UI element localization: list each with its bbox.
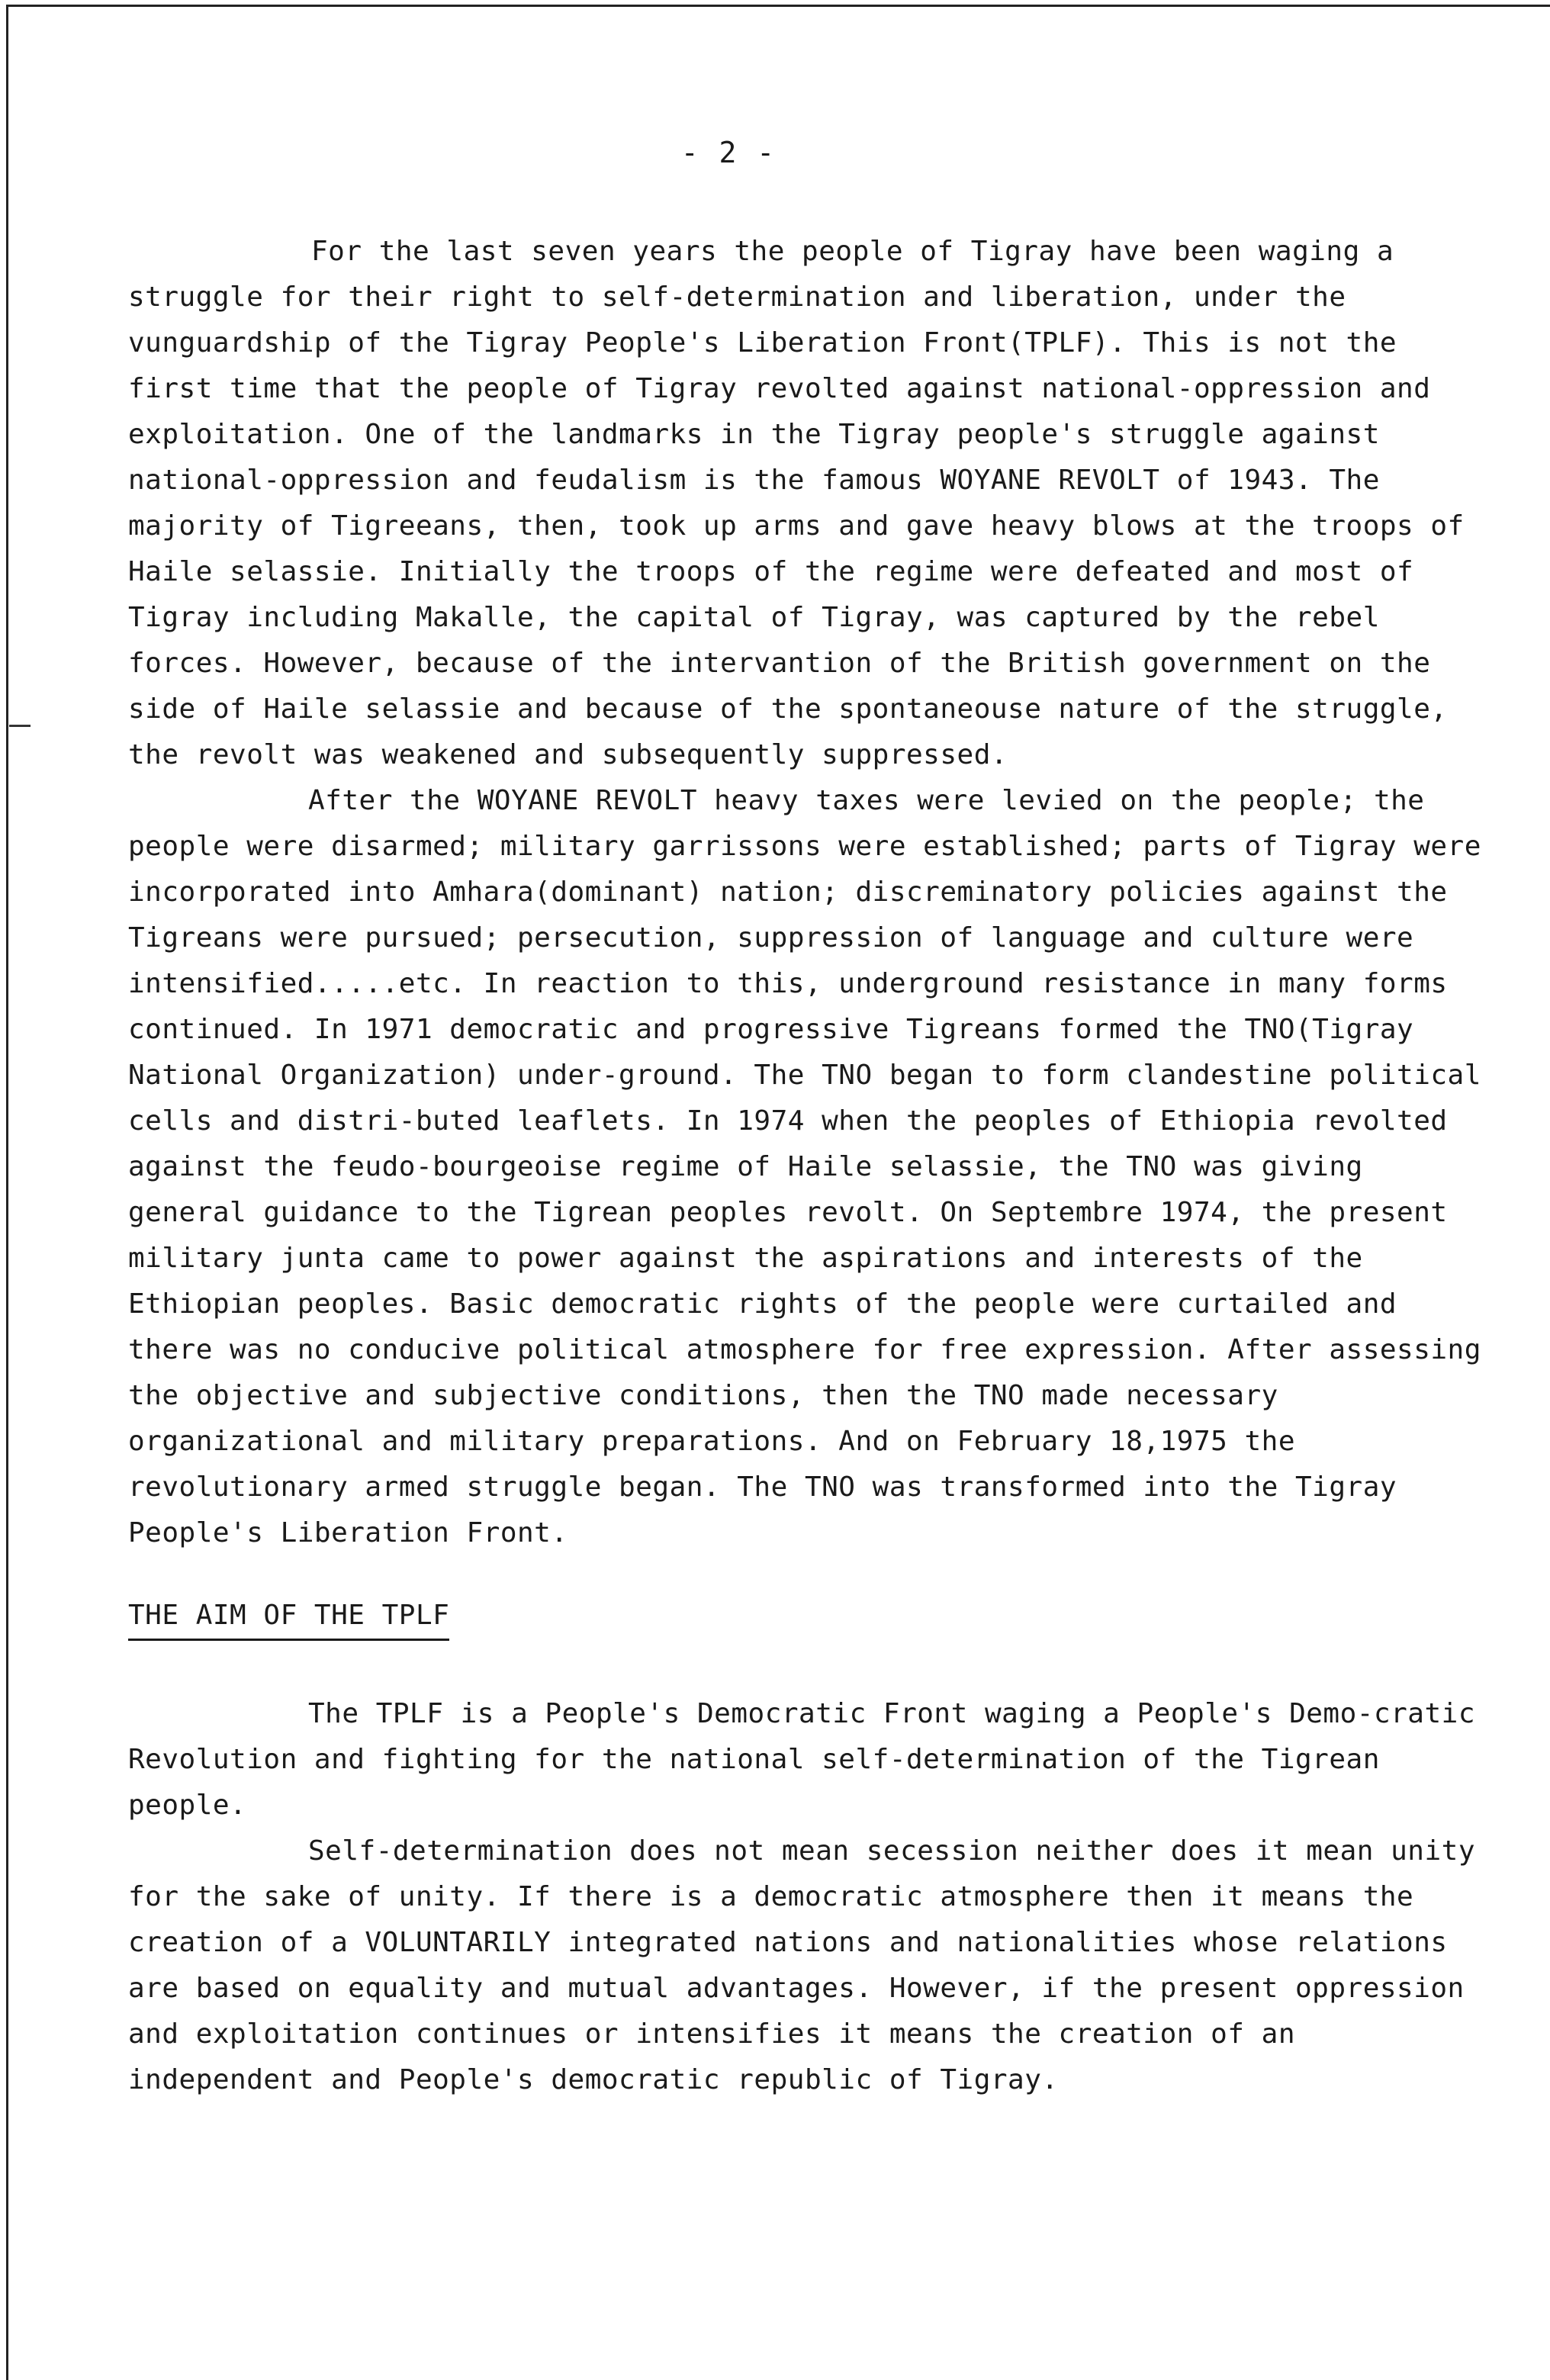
paragraph-history: For the last seven years the people of Tigray have been waging a struggle for their right to self-determination and liberation, under the vunguardship of the Tigray People's Liberation Front(TPLF). This is not the first time that the people of Tigray revolted against national-oppression and exploitation. One of the landmarks in the Tigray people's struggle against national-oppression and feudalism is the famous WOYANE REVOLT of 1943. The majority of Tigreeans, then, took up arms and gave heavy blows at the troops of Haile selassie. Initially the troops of the regime were defeated and most of Tigray including Makalle, the capital of Tigray, was captured by the rebel forces. However, because of the intervantion of the British government on the side of Haile selassie and because of the spontaneouse nature of the struggle, the revolt was weakened and subsequently suppressed. xyxy=(128,236,1465,770)
section-heading: THE AIM OF THE TPLF xyxy=(128,1597,449,1641)
paragraph-self-determination: Self-determination does not mean secession neither does it mean unity for the sake of unity. If there is a democratic atmosphere then it means the creation of a VOLUNTARILY integrated nations and nationalities whose relations are based on equality and mutual advantages. However, if the present oppression and exploitation continues or intensifies it means the creation of an independent and People's democratic republic of Tigray. xyxy=(128,1835,1475,2095)
page-border-left xyxy=(6,5,8,2380)
margin-mark xyxy=(9,725,31,727)
section-heading-wrapper xyxy=(128,1556,1494,1691)
paragraph-tplf-aim: The TPLF is a People's Democratic Front waging a People's Demo-cratic Revolution and fighting for the national self-determination of the Tigrean people. xyxy=(128,1698,1475,1821)
page-number: - 2 - xyxy=(680,136,777,169)
page-border-top xyxy=(6,5,1550,7)
document-body xyxy=(128,229,1494,2103)
paragraph-woyane-aftermath: After the WOYANE REVOLT heavy taxes were levied on the people; the people were disarmed; military garrissons were established; parts of Tigray were incorporated into Amhara(dominant) nation; discreminatory policies against the Tigreans were pursued; persecution, suppression of language and culture were intensified.....etc. In reaction to this, underground resistance in many forms continued. In 1971 democratic and progressive Tigreans formed the TNO(Tigray National Organization) under-ground. The TNO began to form clandestine political cells and distri-buted leaflets. In 1974 when the peoples of Ethiopia revolted against the feudo-bourgeoise regime of Haile selassie, the TNO was giving general guidance to the Tigrean peoples revolt. On Septembre 1974, the present military junta came to power against the aspirations and interests of the Ethiopian peoples. Basic democratic rights of the people were curtailed and there was no conducive political atmosphere for free expression. After assessing the objective and subjective conditions, then the TNO made necessary organizational and military preparations. And on February 18,1975 the revolutionary armed struggle began. The TNO was transformed into the Tigray People's Liberation Front. xyxy=(128,785,1481,1549)
